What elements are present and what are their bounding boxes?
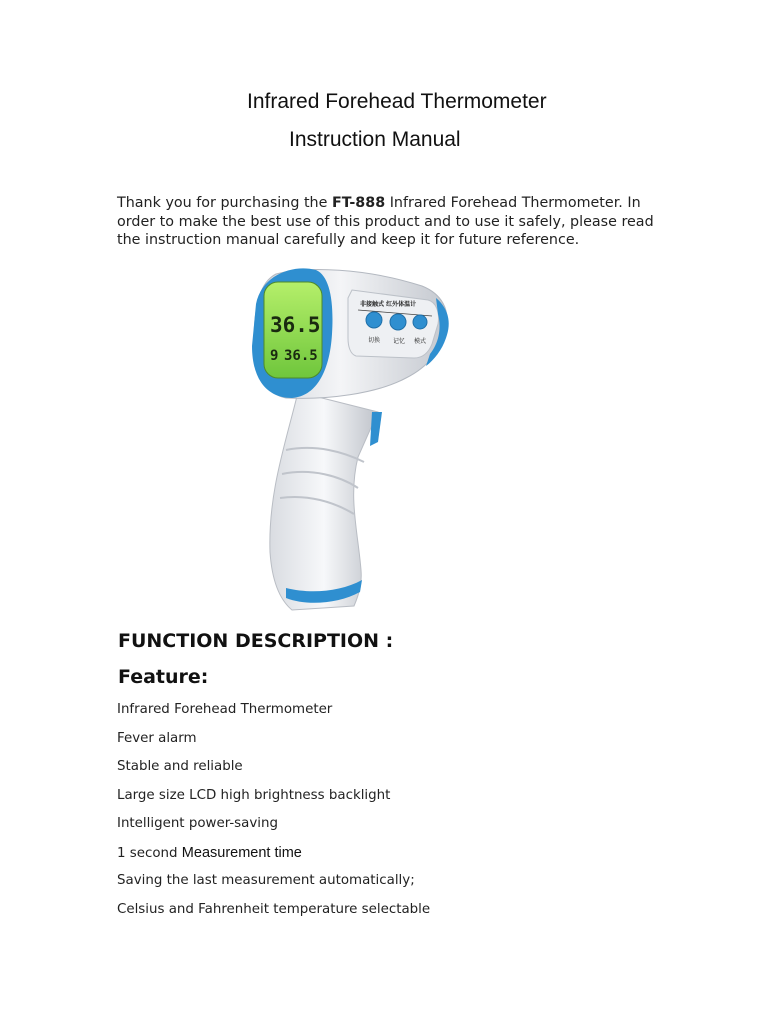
feature-heading: Feature:: [118, 666, 209, 688]
lcd-small-right: 36.5: [284, 348, 318, 364]
list-item: Fever alarm: [117, 730, 197, 746]
list-item: Intelligent power-saving: [117, 816, 278, 831]
document-title: Infrared Forehead Thermometer: [247, 90, 547, 113]
intro-text-end: Infrared Forehead Thermometer. In order to make the best use of this product and to use it safely, please read the instruction manual carefully and keep it for future reference.: [117, 195, 654, 248]
panel-label: 非接触式 红外体温计: [360, 301, 417, 308]
intro-paragraph: [117, 194, 657, 250]
list-item: Large size LCD high brightness backlight: [117, 787, 391, 803]
lcd-small-left: 9: [270, 348, 279, 364]
button-mode: [413, 315, 427, 329]
list-item: Stable and reliable: [117, 759, 243, 774]
thermometer-image: [246, 262, 456, 618]
list-item: Infrared Forehead Thermometer: [117, 702, 333, 717]
feature-text-emphasis: Measurement time: [181, 844, 302, 861]
button-label-memory: 记忆: [393, 338, 406, 345]
lcd-main-reading: 36.5: [270, 313, 321, 337]
intro-text-start: Thank you for purchasing the: [117, 195, 332, 211]
button-memory: [390, 314, 406, 330]
document-subtitle: Instruction Manual: [289, 128, 461, 151]
thermometer-illustration: [246, 262, 456, 614]
button-switch: [366, 312, 382, 328]
list-item: Celsius and Fahrenheit temperature selectable: [117, 901, 431, 917]
model-number: FT-888: [331, 195, 386, 211]
button-label-switch: 切换: [368, 337, 381, 344]
feature-list: [117, 700, 430, 928]
list-item: Saving the last measurement automatically;: [117, 873, 415, 888]
list-item: [117, 843, 430, 872]
feature-text: 1 second: [117, 845, 182, 861]
trigger: [370, 412, 382, 446]
function-description-heading: FUNCTION DESCRIPTION :: [118, 630, 394, 652]
button-label-mode: 模式: [414, 338, 427, 345]
